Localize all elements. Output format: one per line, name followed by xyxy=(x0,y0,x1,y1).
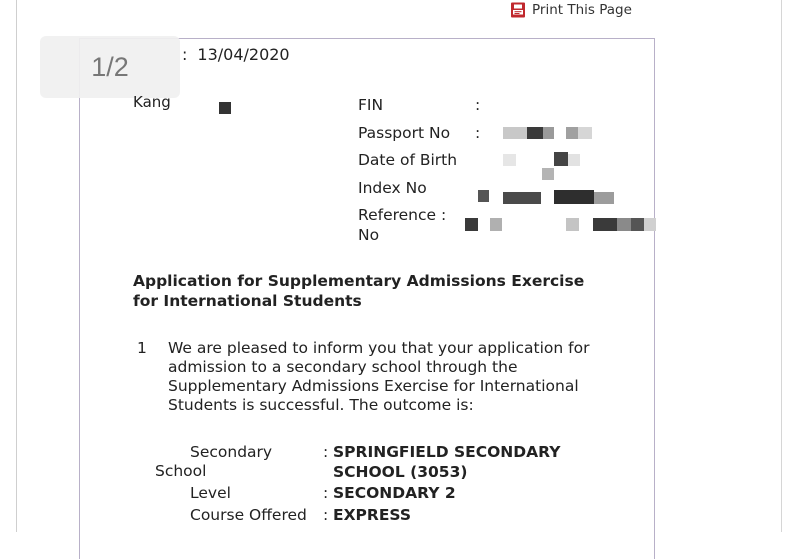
secondary-school-label-line2: School xyxy=(155,462,207,480)
redaction-block xyxy=(631,218,644,231)
viewer-right-edge xyxy=(781,0,782,532)
course-value: EXPRESS xyxy=(333,506,412,524)
outcome-paragraph: We are pleased to inform you that your application for admission to a secondary school through the Supplementary Admissions Exercise for International Students is successful. The outcome is: xyxy=(168,339,590,414)
redaction-block xyxy=(503,154,516,166)
redaction-block xyxy=(566,218,579,231)
course-colon: : xyxy=(323,506,329,524)
letter-date-line xyxy=(182,45,290,64)
passport-colon: : xyxy=(475,124,481,142)
page-indicator: 1/2 xyxy=(91,51,129,82)
heading-line-2: for International Students xyxy=(133,292,362,310)
redaction-block xyxy=(503,127,527,139)
redaction-block xyxy=(465,218,478,231)
redaction-block xyxy=(503,192,541,204)
redaction-block xyxy=(543,127,554,139)
redaction-block xyxy=(568,154,580,166)
viewer-left-edge xyxy=(16,0,17,532)
redaction-block xyxy=(527,127,543,139)
secondary-school-label-line1: Secondary xyxy=(190,443,273,461)
letter-date: 13/04/2020 xyxy=(197,45,290,64)
letter-heading xyxy=(133,271,653,311)
index-no-label: Index No xyxy=(358,179,427,197)
page-indicator-badge xyxy=(40,36,180,98)
level-value: SECONDARY 2 xyxy=(333,484,456,502)
redaction-block xyxy=(490,218,502,231)
reference-label-no: No xyxy=(358,226,380,244)
fin-label: FIN xyxy=(358,96,384,114)
redaction-block xyxy=(594,192,614,204)
course-label: Course Offered xyxy=(190,506,307,524)
redaction-block xyxy=(554,152,568,166)
redaction-block xyxy=(554,190,594,204)
printer-icon xyxy=(510,2,526,18)
recipient-name-fragment: Kang xyxy=(133,93,171,111)
redaction-block xyxy=(219,102,231,114)
redaction-block xyxy=(617,218,631,231)
redaction-block xyxy=(578,127,592,139)
print-page-link[interactable] xyxy=(510,2,632,18)
school-value-line2: SCHOOL (3053) xyxy=(333,463,468,481)
reference-label: Reference : xyxy=(358,206,447,224)
dob-label: Date of Birth xyxy=(358,151,458,169)
level-label: Level xyxy=(190,484,231,502)
redaction-block xyxy=(593,218,617,231)
redaction-block xyxy=(644,218,656,231)
school-colon: : xyxy=(323,443,329,461)
level-colon: : xyxy=(323,484,329,502)
redaction-block xyxy=(566,127,578,139)
fin-colon: : xyxy=(475,96,481,114)
passport-label: Passport No xyxy=(358,124,451,142)
redaction-block xyxy=(478,190,489,202)
print-page-label: Print This Page xyxy=(532,2,632,18)
school-value-line1: SPRINGFIELD SECONDARY xyxy=(333,443,561,461)
redaction-block xyxy=(542,168,554,180)
date-colon: : xyxy=(182,45,188,64)
heading-line-1: Application for Supplementary Admissions Exercise xyxy=(133,272,585,290)
paragraph-number: 1 xyxy=(137,339,147,357)
